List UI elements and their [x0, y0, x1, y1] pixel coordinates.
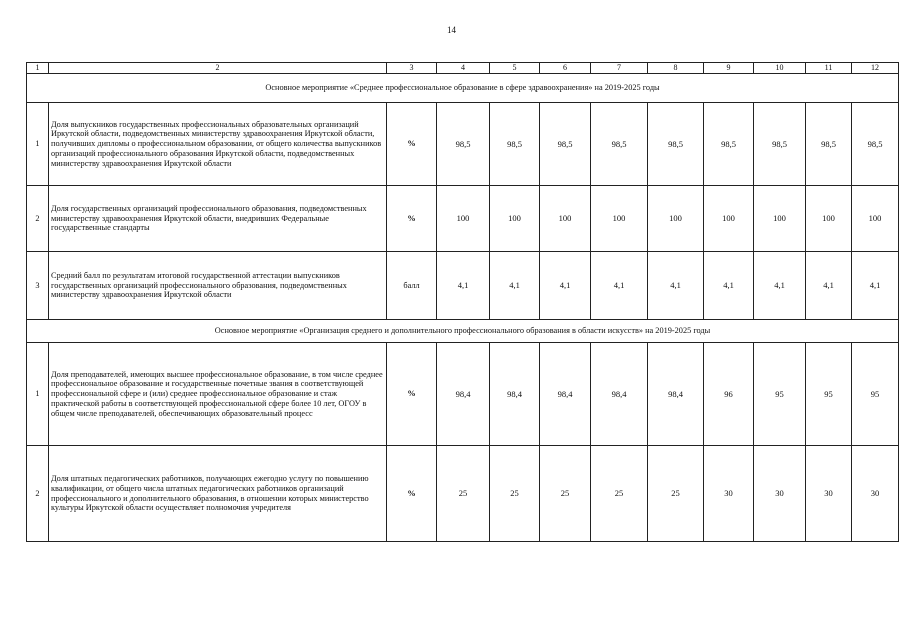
value-cell: 98,5 [490, 103, 540, 186]
column-number: 7 [591, 63, 648, 74]
value-cell: 95 [806, 343, 852, 446]
value-cell: 100 [490, 186, 540, 252]
value-cell: 98,5 [437, 103, 490, 186]
value-cell: 4,1 [490, 252, 540, 320]
column-number-row [27, 63, 899, 74]
value-cell: 25 [490, 446, 540, 542]
indicator-description: Доля штатных педагогических работников, получающих ежегодно услугу по повышению квалификации, от общего числа штатных педагогических работников организаций профессионального и дополнительного образования, в отношении которых министерство культуры Иркутской области осуществляет полномочия учредителя [49, 446, 387, 542]
row-number: 2 [27, 186, 49, 252]
indicator-description: Доля государственных организаций профессионального образования, подведомственных министерству здравоохранения Иркутской области, внедривших Федеральные государственные стандарты [49, 186, 387, 252]
column-number: 9 [704, 63, 754, 74]
value-cell: 25 [540, 446, 591, 542]
row-number: 3 [27, 252, 49, 320]
unit-cell: % [387, 343, 437, 446]
value-cell: 96 [704, 343, 754, 446]
page-number: 14 [447, 25, 456, 35]
value-cell: 100 [852, 186, 899, 252]
value-cell: 98,5 [540, 103, 591, 186]
column-number: 11 [806, 63, 852, 74]
column-number: 12 [852, 63, 899, 74]
indicator-description: Доля преподавателей, имеющих высшее профессиональное образование, в том числе среднее профессиональное образование и государственные почетные звания в соответствующей профессиональной сфере и (или) среднее профессиональное образование и стаж практической работы в соответствующей профессиональной сфере более 10 лет, ОГОУ в общем числе преподавателей, обеспечивающих образовательный процесс [49, 343, 387, 446]
column-number: 1 [27, 63, 49, 74]
value-cell: 4,1 [754, 252, 806, 320]
value-cell: 98,5 [591, 103, 648, 186]
value-cell: 30 [806, 446, 852, 542]
table-row [27, 186, 899, 252]
column-number: 6 [540, 63, 591, 74]
value-cell: 30 [754, 446, 806, 542]
value-cell: 98,4 [591, 343, 648, 446]
column-number: 8 [648, 63, 704, 74]
value-cell: 100 [648, 186, 704, 252]
value-cell: 25 [591, 446, 648, 542]
value-cell: 4,1 [704, 252, 754, 320]
value-cell: 4,1 [540, 252, 591, 320]
section-title-row [27, 74, 899, 103]
table-row [27, 343, 899, 446]
value-cell: 100 [437, 186, 490, 252]
value-cell: 100 [591, 186, 648, 252]
indicator-description: Средний балл по результатам итоговой государственной аттестации выпускников государственных организаций профессионального образования, подведомственных министерству здравоохранения Иркутской области [49, 252, 387, 320]
table-row [27, 446, 899, 542]
value-cell: 4,1 [648, 252, 704, 320]
value-cell: 30 [852, 446, 899, 542]
row-number: 2 [27, 446, 49, 542]
value-cell: 4,1 [591, 252, 648, 320]
value-cell: 100 [754, 186, 806, 252]
column-number: 2 [49, 63, 387, 74]
unit-cell: % [387, 446, 437, 542]
row-number: 1 [27, 103, 49, 186]
value-cell: 98,5 [754, 103, 806, 186]
value-cell: 98,4 [437, 343, 490, 446]
section-title-row [27, 320, 899, 343]
value-cell: 100 [806, 186, 852, 252]
value-cell: 4,1 [806, 252, 852, 320]
table-row [27, 252, 899, 320]
value-cell: 98,4 [648, 343, 704, 446]
unit-cell: % [387, 186, 437, 252]
column-number: 3 [387, 63, 437, 74]
value-cell: 100 [704, 186, 754, 252]
unit-cell: балл [387, 252, 437, 320]
indicators-table [26, 62, 899, 542]
value-cell: 95 [754, 343, 806, 446]
value-cell: 98,5 [704, 103, 754, 186]
column-number: 5 [490, 63, 540, 74]
section-title: Основное мероприятие «Среднее профессиональное образование в сфере здравоохранения» на 2019-2025 годы [27, 74, 899, 103]
value-cell: 4,1 [437, 252, 490, 320]
value-cell: 30 [704, 446, 754, 542]
value-cell: 98,5 [648, 103, 704, 186]
value-cell: 98,4 [490, 343, 540, 446]
value-cell: 98,4 [540, 343, 591, 446]
unit-cell: % [387, 103, 437, 186]
column-number: 4 [437, 63, 490, 74]
indicator-description: Доля выпускников государственных профессиональных образовательных организаций Иркутской области, подведомственных министерству здравоохранения Иркутской области, получивших дипломы о профессиональном образовании, от общего количества выпускников организаций профессионального образования Иркутской области, подведомственных министерству здравоохранения Иркутской области [49, 103, 387, 186]
column-number: 10 [754, 63, 806, 74]
table-row [27, 103, 899, 186]
value-cell: 4,1 [852, 252, 899, 320]
value-cell: 100 [540, 186, 591, 252]
value-cell: 98,5 [852, 103, 899, 186]
value-cell: 25 [437, 446, 490, 542]
row-number: 1 [27, 343, 49, 446]
value-cell: 98,5 [806, 103, 852, 186]
value-cell: 25 [648, 446, 704, 542]
value-cell: 95 [852, 343, 899, 446]
section-title: Основное мероприятие «Организация среднего и дополнительного профессионального образования в области искусств» на 2019-2025 годы [27, 320, 899, 343]
